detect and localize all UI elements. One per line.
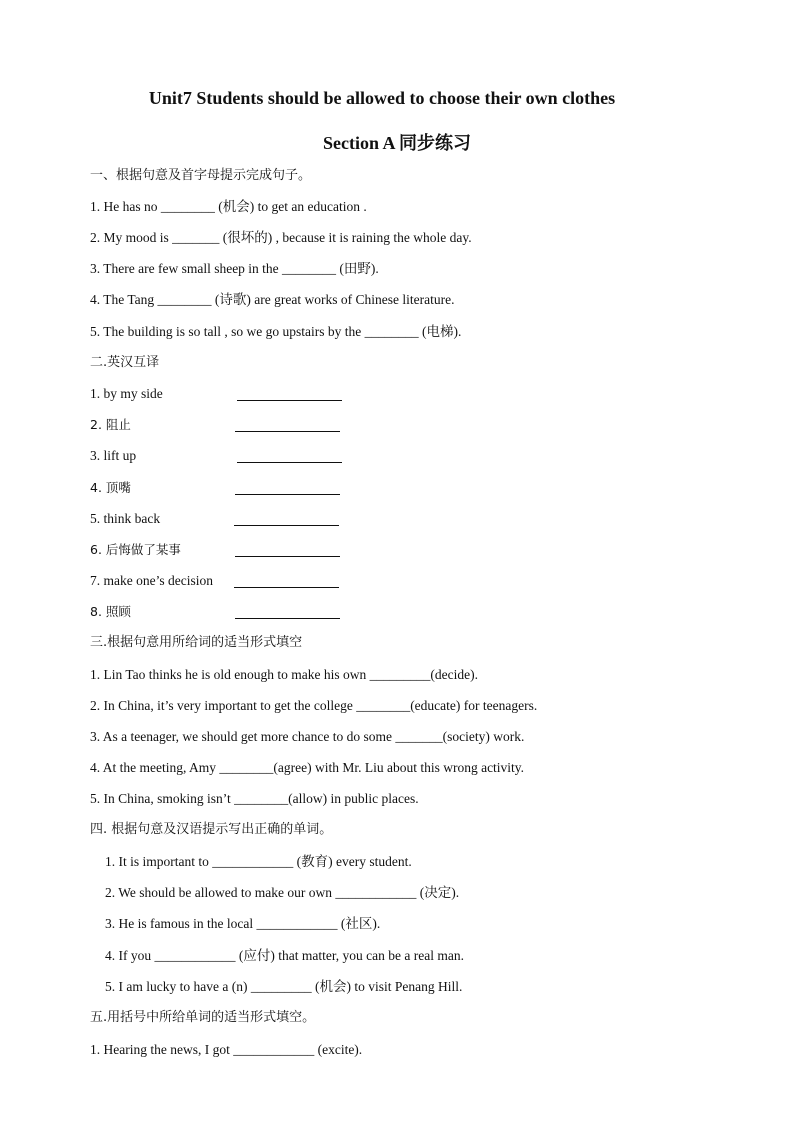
- section5-heading: 五.用括号中所给单词的适当形式填空。: [90, 1010, 316, 1025]
- section4-heading: 四. 根据句意及汉语提示写出正确的单词。: [90, 822, 333, 837]
- section1-item-1: 1. He has no ________ (机会) to get an education .: [90, 199, 367, 214]
- section1-item-3: 3. There are few small sheep in the ________ (田野).: [90, 261, 379, 276]
- answer-blank-1[interactable]: [237, 400, 342, 401]
- worksheet-title: Unit7 Students should be allowed to choose their own clothes: [148, 88, 616, 108]
- section1-heading: 一、根据句意及首字母提示完成句子。: [90, 168, 312, 183]
- answer-blank-2[interactable]: [235, 431, 340, 432]
- translation-item-4: 4. 顶嘴: [90, 480, 131, 495]
- answer-blank-7[interactable]: [234, 587, 339, 588]
- translation-item-3: 3. lift up: [90, 448, 137, 463]
- section4-item-4: 4. If you ____________ (应付) that matter, you can be a real man.: [105, 948, 464, 963]
- answer-blank-5[interactable]: [234, 525, 339, 526]
- section3-item-4: 4. At the meeting, Amy ________(agree) with Mr. Liu about this wrong activity.: [90, 760, 525, 775]
- answer-blank-6[interactable]: [235, 556, 340, 557]
- section3-item-1: 1. Lin Tao thinks he is old enough to make his own _________(decide).: [90, 667, 478, 682]
- translation-item-7: 7. make one’s decision: [90, 573, 213, 588]
- section1-item-4: 4. The Tang ________ (诗歌) are great works of Chinese literature.: [90, 292, 455, 307]
- section4-item-5: 5. I am lucky to have a (n) _________ (机会) to visit Penang Hill.: [105, 979, 463, 994]
- section4-item-3: 3. He is famous in the local ____________ (社区).: [105, 916, 381, 931]
- section4-item-1: 1. It is important to ____________ (教育) every student.: [105, 854, 412, 869]
- answer-blank-4[interactable]: [235, 494, 340, 495]
- section3-item-2: 2. In China, it’s very important to get the college ________(educate) for teenagers.: [90, 698, 538, 713]
- answer-blank-8[interactable]: [235, 618, 340, 619]
- section3-heading: 三.根据句意用所给词的适当形式填空: [90, 635, 303, 650]
- section5-item-1: 1. Hearing the news, I got ____________ (excite).: [90, 1042, 363, 1057]
- translation-item-8: 8. 照顾: [90, 604, 131, 619]
- section3-item-3: 3. As a teenager, we should get more chance to do some _______(society) work.: [90, 729, 525, 744]
- translation-item-2: 2. 阻止: [90, 417, 131, 432]
- section2-heading: 二.英汉互译: [90, 355, 160, 370]
- section1-item-2: 2. My mood is _______ (很坏的) , because it is raining the whole day.: [90, 230, 472, 245]
- answer-blank-3[interactable]: [237, 462, 342, 463]
- translation-item-5: 5. think back: [90, 511, 161, 526]
- worksheet-subtitle: Section A 同步练习: [322, 133, 471, 153]
- translation-item-6: 6. 后悔做了某事: [90, 542, 181, 557]
- section4-item-2: 2. We should be allowed to make our own ____________ (决定).: [105, 885, 460, 900]
- section1-item-5: 5. The building is so tall , so we go upstairs by the ________ (电梯).: [90, 324, 462, 339]
- translation-item-1: 1. by my side: [90, 386, 163, 401]
- section3-item-5: 5. In China, smoking isn’t ________(allow) in public places.: [90, 791, 419, 806]
